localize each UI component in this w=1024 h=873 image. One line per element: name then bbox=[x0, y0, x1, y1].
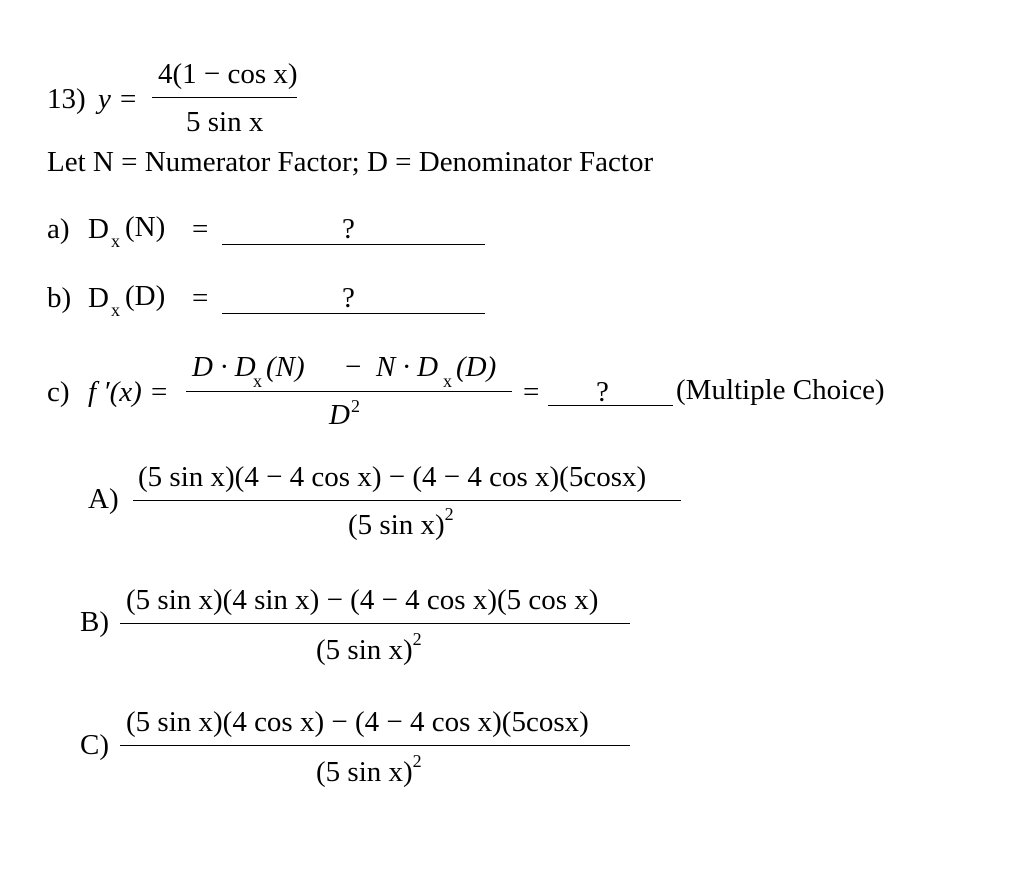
part-c-answer-blank[interactable] bbox=[548, 405, 673, 406]
part-a-label: a) bbox=[47, 213, 70, 245]
part-c-label: c) bbox=[47, 376, 70, 408]
part-b-label: b) bbox=[47, 282, 72, 314]
part-c-note: (Multiple Choice) bbox=[676, 374, 885, 406]
choice-a-exponent: 2 bbox=[444, 504, 454, 524]
part-c-equals: = bbox=[523, 376, 540, 408]
choice-c-denominator: (5 sin x)$^2$ bbox=[316, 751, 422, 788]
part-c-question-mark: ? bbox=[596, 376, 609, 408]
part-c-num-minus: − bbox=[345, 351, 362, 383]
choice-a-numerator: (5 sin x)(4 − 4 cos x) − (4 − 4 cos x)(5cosx) bbox=[138, 461, 647, 493]
problem-lhs: y = bbox=[98, 83, 138, 115]
part-c-num-right: N · D bbox=[376, 351, 439, 383]
problem-numerator: 4(1 − cos x) bbox=[158, 58, 298, 90]
problem-denominator: 5 sin x bbox=[186, 106, 264, 138]
part-c-num-left-arg: (N) bbox=[266, 351, 305, 383]
choice-b-fraction-bar bbox=[120, 623, 630, 624]
choice-c-numerator: (5 sin x)(4 cos x) − (4 − 4 cos x)(5cosx) bbox=[126, 706, 589, 738]
choice-a-fraction-bar bbox=[133, 500, 681, 501]
part-c-lhs: f ′(x) = bbox=[88, 376, 169, 408]
problem-number: 13) bbox=[47, 83, 86, 115]
choice-c-label[interactable]: C) bbox=[80, 729, 109, 761]
part-a-sub: x bbox=[111, 231, 120, 251]
part-c-fraction-bar bbox=[186, 391, 512, 392]
part-a-arg: (N) bbox=[125, 211, 166, 243]
part-c-den-exp: 2 bbox=[351, 396, 360, 416]
choice-b-denominator: (5 sin x)$^2$ bbox=[316, 629, 422, 666]
part-b-arg: (D) bbox=[125, 280, 166, 312]
choice-a-denominator: (5 sin x)$^2$ bbox=[348, 504, 454, 541]
part-c-num-left: D · D bbox=[192, 351, 256, 383]
part-c-num-left-sub: x bbox=[253, 371, 262, 391]
choice-b-label[interactable]: B) bbox=[80, 606, 109, 638]
part-b-sub: x bbox=[111, 300, 120, 320]
choice-c-exponent: 2 bbox=[412, 751, 422, 771]
part-c-num-right-sub: x bbox=[443, 371, 452, 391]
choice-c-fraction-bar bbox=[120, 745, 630, 746]
part-b-d: D bbox=[88, 282, 109, 314]
part-a-d: D bbox=[88, 213, 109, 245]
choice-b-exponent: 2 bbox=[412, 629, 422, 649]
definitions-line: Let N = Numerator Factor; D = Denominator Factor bbox=[47, 146, 654, 178]
part-a-equals: = bbox=[192, 213, 209, 245]
part-b-question-mark: ? bbox=[342, 282, 355, 314]
choice-b-numerator: (5 sin x)(4 sin x) − (4 − 4 cos x)(5 cos x) bbox=[126, 584, 599, 616]
part-b-equals: = bbox=[192, 282, 209, 314]
part-c-num-right-arg: (D) bbox=[456, 351, 497, 383]
problem-fraction-bar bbox=[152, 97, 297, 98]
part-a-question-mark: ? bbox=[342, 213, 355, 245]
choice-a-label[interactable]: A) bbox=[88, 483, 119, 515]
part-c-den-base: D bbox=[329, 399, 350, 431]
